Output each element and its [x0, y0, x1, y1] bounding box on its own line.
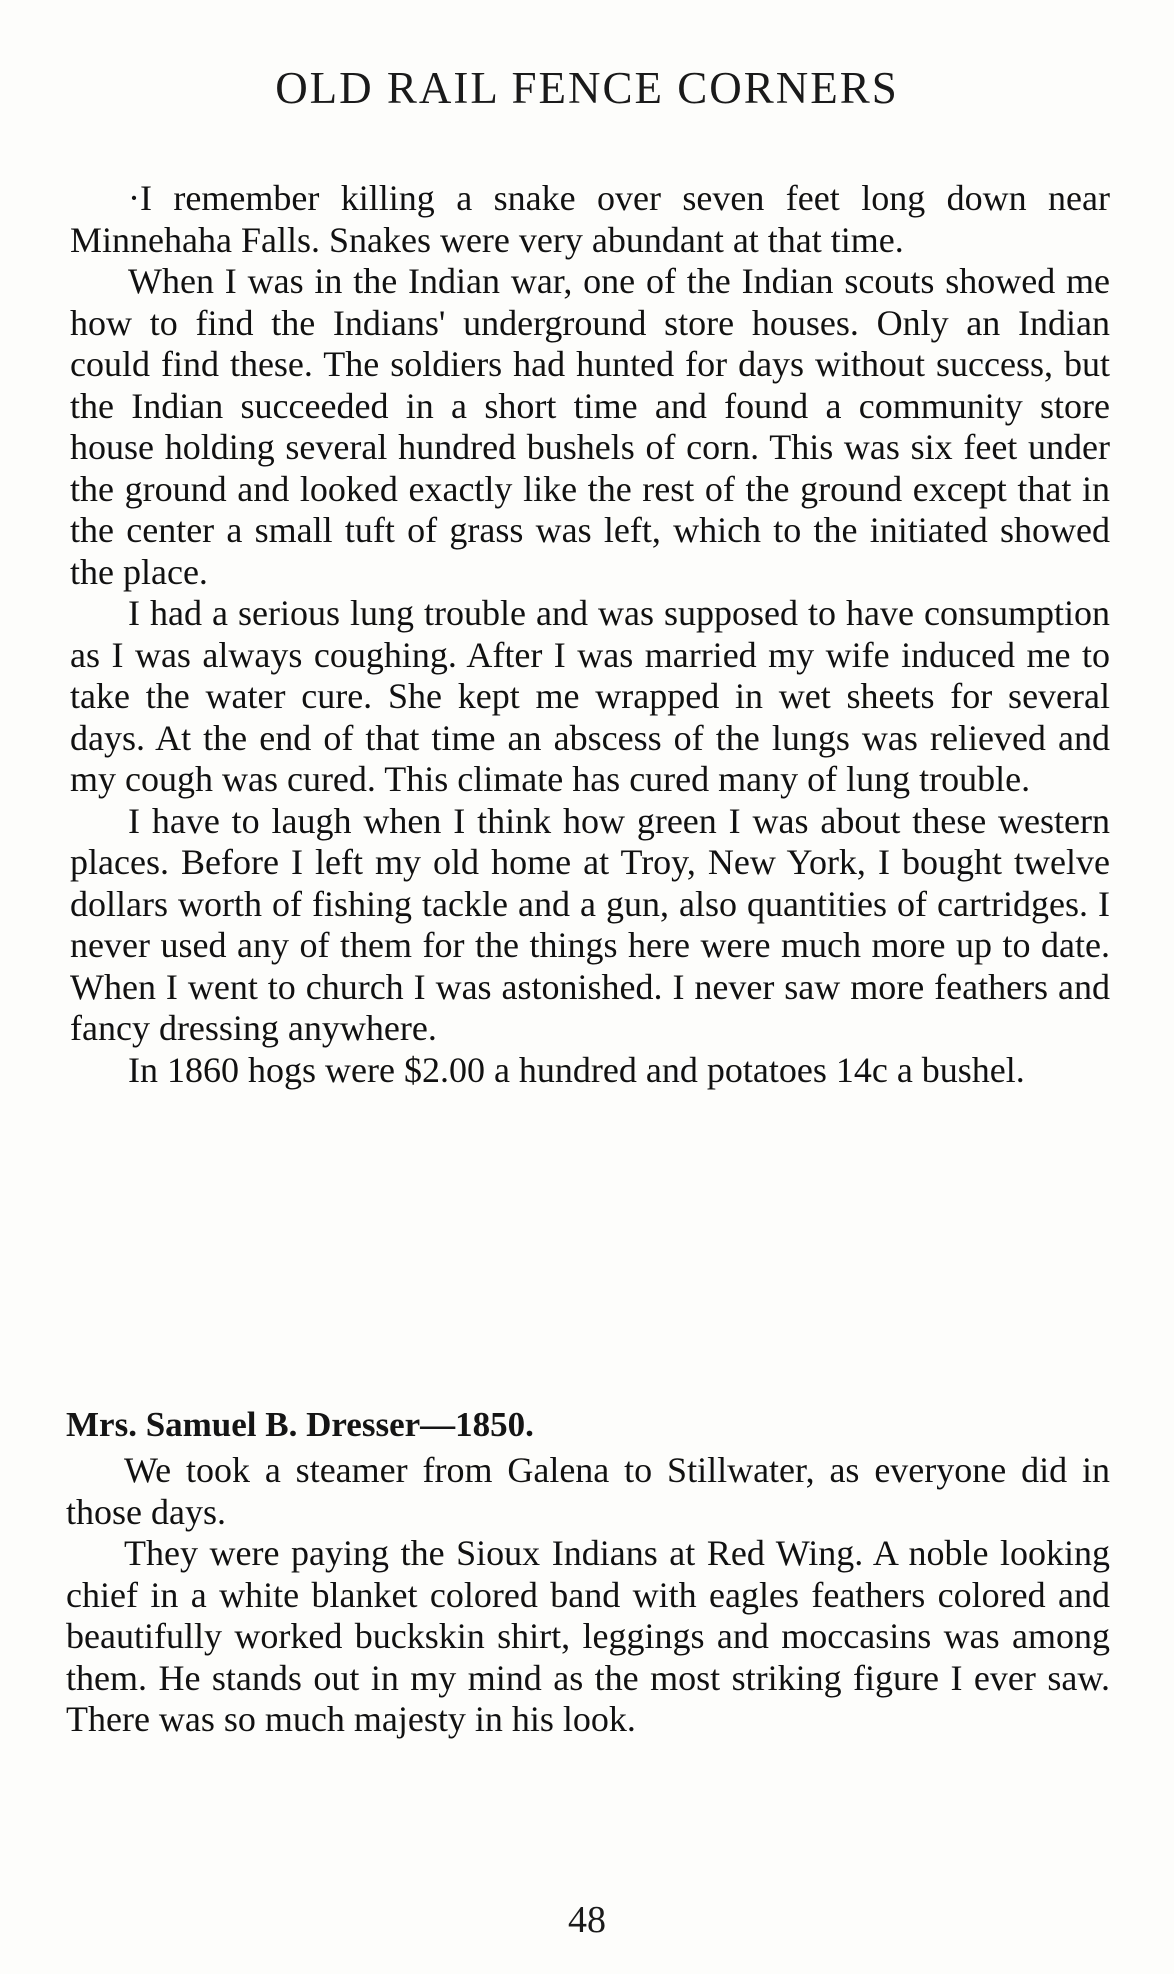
paragraph-steamer: We took a steamer from Galena to Stillwater, as everyone did in those days. [66, 1450, 1110, 1532]
running-head: OLD RAIL FENCE CORNERS [275, 63, 899, 113]
section-heading: Mrs. Samuel B. Dresser—1850. [66, 1405, 534, 1444]
paragraph-snake: ·I remember killing a snake over seven feet long down near Minnehaha Falls. Snakes were very abundant at that time. [70, 178, 1110, 260]
paragraph-indian-war: When I was in the Indian war, one of the Indian scouts showed me how to find the Indians' underground store houses. Only an Indian could find these. The soldiers had hunted for days without success, but the Indian succeeded in a short time and found a community store house holding several hundred bushels of corn. This was six feet under the ground and looked exactly like the rest of the ground except that in the center a small tuft of grass was left, which to the initiated showed the place. [70, 261, 1110, 592]
paragraph-sioux-chief: They were paying the Sioux Indians at Red Wing. A noble looking chief in a white blanket colored band with eagles feathers colored and beautifully worked buckskin shirt, leggings and moccasins was among them. He stands out in my mind as the most striking figure I ever saw. There was so much majesty in his look. [66, 1533, 1110, 1739]
narrative-text [70, 178, 1110, 1091]
paragraph-western-places: I have to laugh when I think how green I was about these western places. Before I left my old home at Troy, New York, I bought twelve dollars worth of fishing tackle and a gun, also quantities of cartridges. I never used any of them for the things here were much more up to date. When I went to church I was astonished. I never saw more feathers and fancy dressing anywhere. [70, 800, 1110, 1048]
paragraph-prices-1860: In 1860 hogs were $2.00 a hundred and potatoes 14c a bushel. [128, 1049, 1025, 1090]
section-text [66, 1450, 1110, 1741]
page-number: 48 [568, 1899, 606, 1941]
paragraph-lung-trouble: I had a serious lung trouble and was supposed to have consumption as I was always coughing. After I was married my wife induced me to take the water cure. She kept me wrapped in wet sheets for several days. At the end of that time an abscess of the lungs was relieved and my cough was cured. This climate has cured many of lung trouble. [70, 593, 1110, 799]
